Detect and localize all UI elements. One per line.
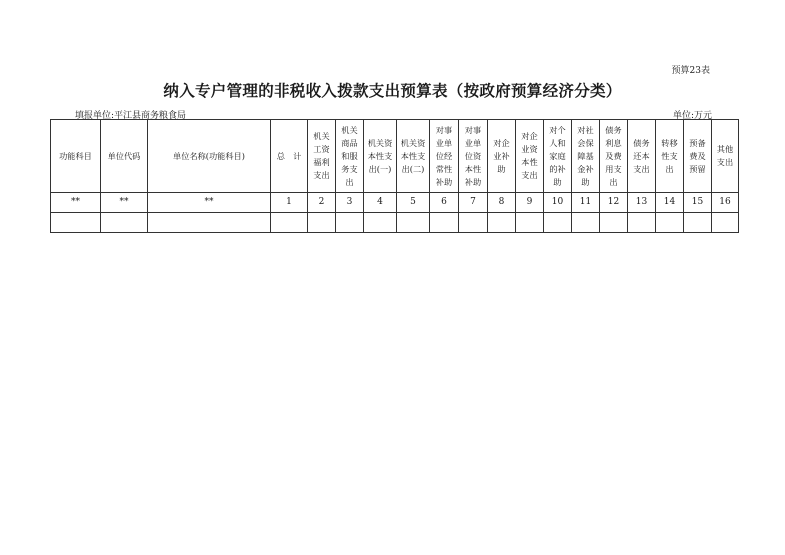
col-header: 功能科目 [51,120,101,193]
fill-unit-label: 填报单位:平江县商务粮食局 [75,111,187,121]
table-cell: 10 [544,193,572,213]
col-header: 债务 还本 支出 [628,120,656,193]
page-title: 纳入专户管理的非税收入拨款支出预算表（按政府预算经济分类） [163,81,622,100]
table-cell: 8 [488,193,516,213]
table-cell [544,213,572,233]
table-number: 预算23表 [671,66,710,76]
table-cell [364,213,397,233]
col-header: 对事 业单 位经 常性 补助 [430,120,459,193]
table-cell [656,213,684,233]
col-header: 机关 工资 福利 支出 [308,120,336,193]
table-cell: 1 [271,193,308,213]
table-cell [459,213,488,233]
table-cell [628,213,656,233]
col-header: 转移 性支 出 [656,120,684,193]
table-cell: 5 [397,193,430,213]
table-cell: ** [148,193,271,213]
table-cell: 14 [656,193,684,213]
table-cell [488,213,516,233]
money-unit-label: 单位:万元 [672,111,712,121]
table-cell: 6 [430,193,459,213]
table-cell: ** [101,193,148,213]
col-header: 债务 利息 及费 用支 出 [600,120,628,193]
table-cell: 13 [628,193,656,213]
table-cell [271,213,308,233]
table-cell [516,213,544,233]
table-cell: 9 [516,193,544,213]
table-cell [51,213,101,233]
table-cell: 16 [712,193,739,213]
table-cell: 11 [572,193,600,213]
table-cell [336,213,364,233]
table-cell: 2 [308,193,336,213]
table-cell [684,213,712,233]
table-cell [397,213,430,233]
header-row [51,120,739,193]
table-cell: 15 [684,193,712,213]
table-cell: 12 [600,193,628,213]
col-header: 机关 商品 和服 务支 出 [336,120,364,193]
col-header: 对事 业单 位资 本性 补助 [459,120,488,193]
col-header: 单位名称(功能科目) [148,120,271,193]
col-header: 对企 业补 助 [488,120,516,193]
budget-table [50,119,739,233]
column-number-row [51,193,739,213]
table-cell: 7 [459,193,488,213]
col-header: 单位代码 [101,120,148,193]
table-cell [430,213,459,233]
table-cell: ** [51,193,101,213]
col-header: 预备 费及 预留 [684,120,712,193]
col-header: 对社 会保 障基 金补 助 [572,120,600,193]
table-cell [101,213,148,233]
table-cell [308,213,336,233]
col-header: 总 计 [271,120,308,193]
table-cell [600,213,628,233]
col-header: 机关资 本性支 出(二) [397,120,430,193]
col-header: 对企 业资 本性 支出 [516,120,544,193]
col-header: 对个 人和 家庭 的补 助 [544,120,572,193]
empty-data-row [51,213,739,233]
table-cell: 4 [364,193,397,213]
table-cell: 3 [336,193,364,213]
col-header: 其他 支出 [712,120,739,193]
table-cell [712,213,739,233]
col-header: 机关资 本性支 出(一) [364,120,397,193]
table-cell [148,213,271,233]
table-cell [572,213,600,233]
